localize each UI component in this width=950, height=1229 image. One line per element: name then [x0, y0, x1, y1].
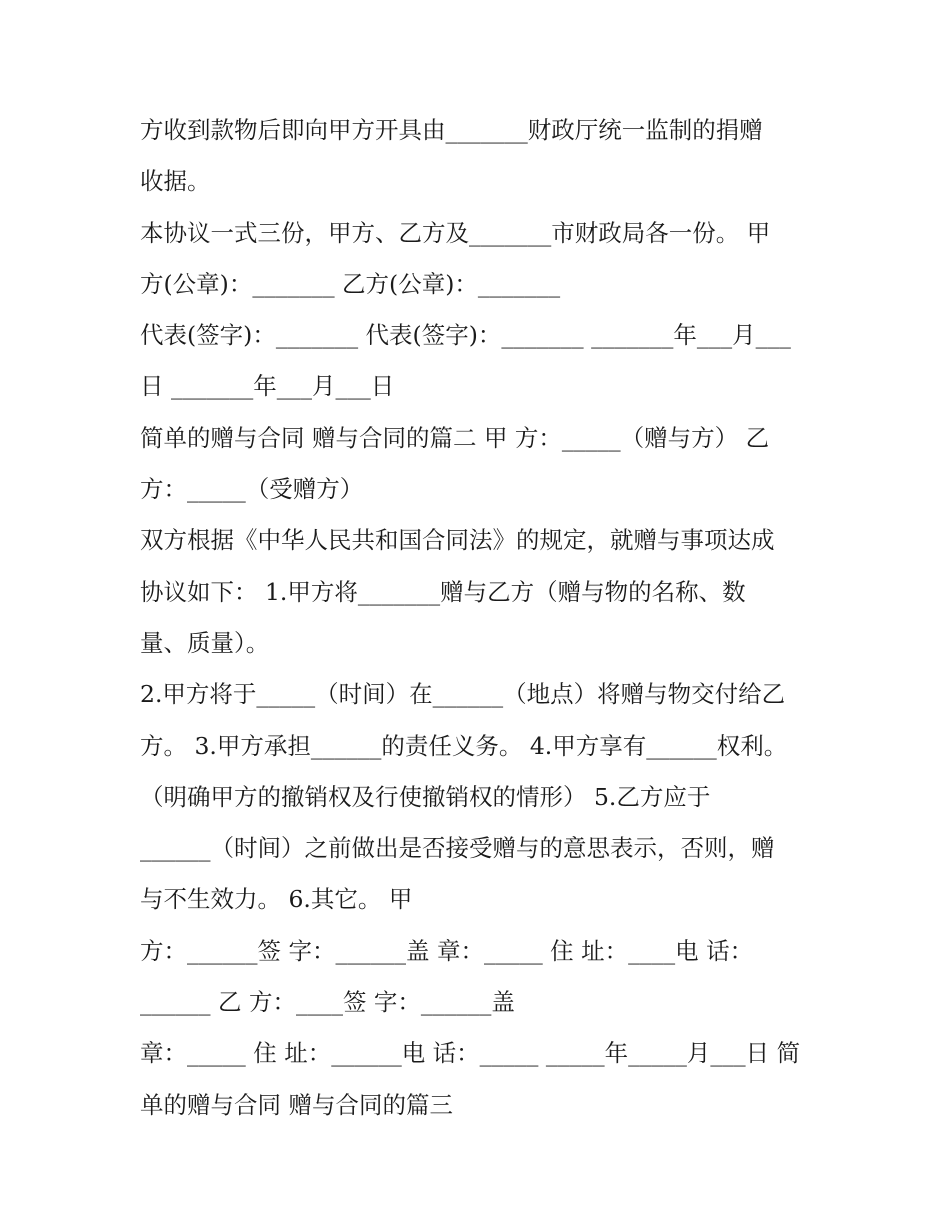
text-line: ______ 乙 方：____签 字：______盖 — [140, 988, 515, 1017]
contract-text — [140, 105, 830, 1131]
text-line: 方(公章)：_______ 乙方(公章)：_______ — [140, 269, 561, 298]
text-line: 双方根据《中华人民共和国合同法》的规定，就赠与事项达成 — [140, 526, 775, 555]
text-line: 方：_____（受赠方） — [140, 475, 364, 504]
text-line: 日 _______年___月___日 — [140, 372, 395, 401]
text-line: 方收到款物后即向甲方开具由_______财政厅统一监制的捐赠 — [140, 116, 763, 144]
text-line: 方：______签 字：______盖 章：_____ 住 址：____电 话： — [140, 936, 754, 965]
text-line: 简单的赠与合同 赠与合同的篇二 甲 方：_____（赠与方） 乙 — [140, 423, 770, 452]
text-line: 协议如下： 1.甲方将_______赠与乙方（赠与物的名称、数 — [140, 577, 746, 606]
text-line: 量、质量）。 — [140, 628, 270, 657]
text-line: 方。 3.甲方承担______的责任义务。 4.甲方享有______权利。 — [140, 731, 788, 760]
text-line: 与不生效力。 6.其它。 甲 — [140, 885, 413, 914]
text-line: 单的赠与合同 赠与合同的篇三 — [140, 1090, 453, 1119]
text-line: ______（时间）之前做出是否接受赠与的意思表示，否则，赠 — [140, 834, 775, 863]
text-line: 章：_____ 住 址：______电 话：_____ _____年_____月___日 简 — [140, 1039, 801, 1068]
text-line: 收据。 — [140, 167, 211, 196]
text-line: 本协议一式三份，甲方、乙方及_______市财政局各一份。 甲 — [140, 218, 771, 247]
text-line: 2.甲方将于_____（时间）在______（地点）将赠与物交付给乙 — [140, 680, 786, 709]
text-line: 代表(签字)：_______ 代表(签字)：_______ _______年___月___ — [140, 321, 791, 350]
text-line: （明确甲方的撤销权及行使撤销权的情形） 5.乙方应于 — [140, 782, 711, 811]
